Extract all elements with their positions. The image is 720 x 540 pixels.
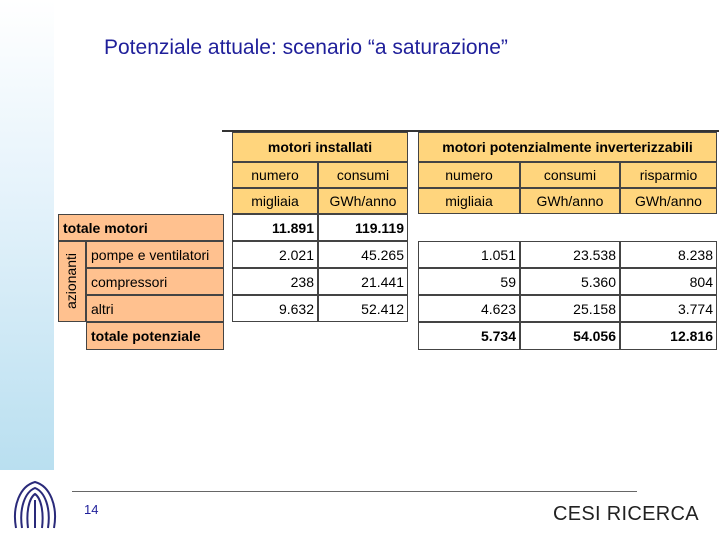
cell-totale-motori-numero: 11.891 [232, 214, 318, 241]
vertical-label-azionanti: azionanti [63, 252, 79, 310]
row-label-totale-motori: totale motori [58, 214, 224, 241]
table-cell: 25.158 [520, 295, 620, 322]
table-cell: 52.412 [318, 295, 408, 322]
table-cell: 238 [232, 268, 318, 295]
row-label: compressori [86, 268, 224, 295]
table-cell: 54.056 [520, 322, 620, 350]
header-unit: migliaia [232, 188, 318, 214]
table-cell: 804 [620, 268, 717, 295]
table-cell: 2.021 [232, 241, 318, 268]
header-unit: GWh/anno [318, 188, 408, 214]
sidebar-gradient [0, 0, 54, 470]
table-cell: 5.734 [418, 322, 520, 350]
slide-title: Potenziale attuale: scenario “a saturazione” [104, 36, 508, 59]
row-label: altri [86, 295, 224, 322]
table-cell: 12.816 [620, 322, 717, 350]
table-cell: 9.632 [232, 295, 318, 322]
header-unit: migliaia [418, 188, 520, 214]
brand-logo-text: CESI RICERCA [553, 503, 699, 525]
confindustria-logo-icon [6, 476, 64, 534]
header-numero: numero [418, 162, 520, 188]
row-label-totale-potenziale: totale potenziale [86, 322, 224, 350]
cell-totale-motori-consumi: 119.119 [318, 214, 408, 241]
header-group-installed: motori installati [232, 132, 408, 162]
table-cell: 21.441 [318, 268, 408, 295]
table-cell: 3.774 [620, 295, 717, 322]
header-numero: numero [232, 162, 318, 188]
table-cell: 1.051 [418, 241, 520, 268]
header-risparmio: risparmio [620, 162, 717, 188]
table-cell: 23.538 [520, 241, 620, 268]
table-cell: 59 [418, 268, 520, 295]
table-cell: 4.623 [418, 295, 520, 322]
header-group-potential: motori potenzialmente inverterizzabili [418, 132, 717, 162]
table-cell: 45.265 [318, 241, 408, 268]
header-consumi: consumi [520, 162, 620, 188]
page-number: 14 [84, 502, 99, 517]
table-cell: 5.360 [520, 268, 620, 295]
table-cell: 8.238 [620, 241, 717, 268]
footer-divider [72, 491, 637, 492]
row-label: pompe e ventilatori [86, 241, 224, 268]
header-unit: GWh/anno [620, 188, 717, 214]
header-unit: GWh/anno [520, 188, 620, 214]
header-consumi: consumi [318, 162, 408, 188]
